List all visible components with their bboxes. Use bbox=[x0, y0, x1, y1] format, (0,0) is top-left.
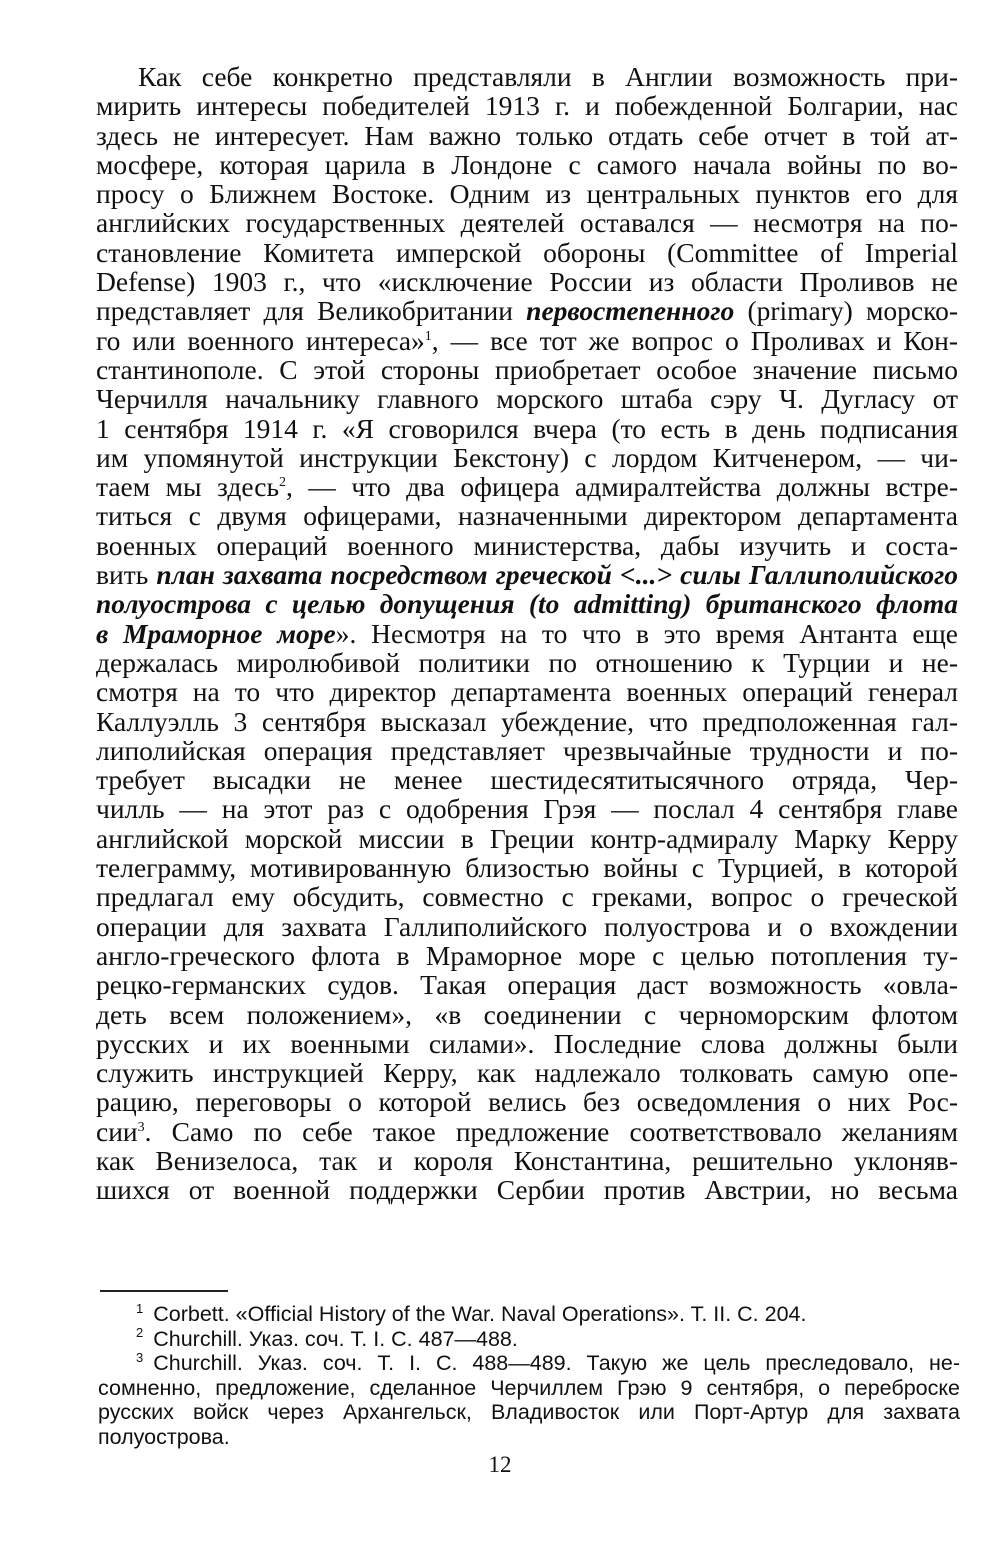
footnotes bbox=[98, 1302, 960, 1449]
text-line: смотря на то что директор департамента военных операций генерал bbox=[96, 676, 958, 708]
footnote-item bbox=[98, 1302, 960, 1327]
text-line: держалась миролюбивой политики по отношению к Турции и не- bbox=[96, 646, 958, 678]
footnote-text: Churchill. Указ. соч. T. I. C. 488—489. Такую же цель преследовало, не- bbox=[153, 1351, 960, 1375]
footnote-continuation: сомненно, предложение, сделанное Черчиллем Грэю 9 сентября, о переброске bbox=[98, 1375, 960, 1400]
text-line bbox=[96, 560, 958, 589]
footnote-ref: 1 bbox=[424, 328, 432, 344]
text-line: полуострова с целью допущения (to admitting) британского флота bbox=[96, 588, 958, 620]
text-line: Defense) 1903 г., что «исключение России из области Проливов не bbox=[96, 266, 958, 298]
text-segment: вить bbox=[96, 559, 149, 591]
text-line: Черчилля начальнику главного морского штаба сэру Ч. Дугласу от bbox=[96, 383, 958, 415]
text-line: служить инструкцией Керру, как надлежало толковать самую опе- bbox=[96, 1057, 958, 1089]
italic-term: первостепенного bbox=[526, 295, 735, 327]
text-line: рацию, переговоры о которой велись без осведомления о них Рос- bbox=[96, 1086, 958, 1118]
text-line: как Венизелоса, так и короля Константина, решительно уклоняв- bbox=[96, 1144, 958, 1176]
text-segment: ». Несмотря на то что в это время Антанта еще bbox=[335, 617, 958, 649]
text-line: шихся от военной поддержки Сербии против Австрии, но весьма bbox=[96, 1174, 958, 1206]
text-line: телеграмму, мотивированную близостью войны с Турцией, в которой bbox=[96, 852, 958, 884]
text-line: английских государственных деятелей оставался — несмотря на по- bbox=[96, 207, 958, 239]
text-line: становление Комитета имперской обороны (Committee of Imperial bbox=[96, 236, 958, 268]
text-segment: . Само по себе такое предложение соответствовало желаниям bbox=[144, 1115, 958, 1147]
footnote-ref: 3 bbox=[137, 1119, 145, 1135]
text-segment: , — все тот же вопрос о Проливах и Кон- bbox=[431, 324, 958, 356]
italic-quote: план захвата посредством греческой <...> силы Галлиполийского bbox=[156, 559, 958, 591]
text-line: мосфере, которая царила в Лондоне с самого начала войны по во- bbox=[96, 148, 958, 180]
page-number: 12 bbox=[488, 1452, 512, 1477]
footnote-continuation: русских войск через Архангельск, Владивосток или Порт-Артур для захвата bbox=[98, 1400, 960, 1424]
text-line: русских и их военными силами». Последние слова должны были bbox=[96, 1027, 958, 1059]
footnote-item bbox=[98, 1351, 960, 1376]
text-line bbox=[96, 472, 958, 501]
text-line: английской морской миссии в Греции контр-адмиралу Марку Керру bbox=[96, 822, 958, 854]
text-line: липолийская операция представляет чрезвычайные трудности и по- bbox=[96, 734, 958, 766]
text-line: военных операций военного министерства, дабы изучить и соста- bbox=[96, 529, 958, 561]
text-line: англо-греческого флота в Мраморное море с целью потопления ту- bbox=[96, 939, 958, 971]
text-line bbox=[96, 326, 958, 355]
text-line: требует высадки не менее шестидесятитысячного отряда, Чер- bbox=[96, 764, 958, 796]
text-line: просу о Ближнем Востоке. Одним из центральных пунктов его для bbox=[96, 178, 958, 210]
text-line: чилль — на этот раз с одобрения Грэя — послал 4 сентября главе bbox=[96, 793, 958, 825]
text-segment: го или военного интереса» bbox=[96, 324, 425, 356]
text-line: Каллуэлль 3 сентября высказал убеждение, что предположенная гал- bbox=[96, 705, 958, 737]
text-segment: представляет для Великобритании bbox=[96, 295, 513, 327]
footnote-ref: 2 bbox=[279, 475, 287, 490]
footnote-continuation: полуострова. bbox=[98, 1424, 230, 1449]
text-line: операции для захвата Галлиполийского полуострова и о вхождении bbox=[96, 910, 958, 942]
text-line: предлагал ему обсудить, совместно с греками, вопрос о греческой bbox=[96, 881, 958, 913]
text-line bbox=[96, 296, 958, 325]
text-line: деть всем положением», «в соединении с черноморским флотом bbox=[96, 998, 958, 1030]
text-segment: (primary) морско- bbox=[747, 295, 959, 327]
text-line: стантинополе. С этой стороны приобретает особое значение письмо bbox=[96, 353, 958, 385]
italic-quote: в Мраморное море bbox=[96, 617, 336, 649]
text-line: титься с двумя офицерами, назначенными директором департамента bbox=[96, 500, 958, 532]
text-line: здесь не интересует. Нам важно только отдать себе отчет в той ат- bbox=[96, 119, 958, 151]
text-segment: сии bbox=[96, 1115, 138, 1147]
text-line: им упомянутой инструкции Бекстону) с лордом Китченером, — чи- bbox=[96, 441, 958, 473]
text-segment: , — что два офицера адмиралтейства должны встре- bbox=[286, 471, 958, 503]
footnote-text: Corbett. «Official History of the War. Naval Operations». T. II. C. 204. bbox=[153, 1302, 807, 1326]
text-line: рецко-германских судов. Такая операция даст возможность «овла- bbox=[96, 969, 958, 1001]
footnote-divider bbox=[100, 1290, 228, 1292]
footnote-mark: 2 bbox=[136, 1325, 144, 1341]
text-segment: таем мы здесь bbox=[96, 471, 280, 503]
text-line bbox=[96, 619, 958, 648]
footnote-item bbox=[98, 1327, 960, 1352]
text-line: 1 сентября 1914 г. «Я сговорился вчера (то есть в день подписания bbox=[96, 412, 958, 444]
footnote-mark: 3 bbox=[136, 1349, 144, 1365]
main-text bbox=[96, 62, 958, 1205]
footnote-text: Churchill. Указ. соч. T. I. C. 487—488. bbox=[153, 1326, 518, 1351]
text-line bbox=[96, 1117, 958, 1146]
footnote-mark: 1 bbox=[136, 1300, 144, 1316]
text-line: Как себе конкретно представляли в Англии возможность при- bbox=[138, 61, 958, 92]
text-line: мирить интересы победителей 1913 г. и побежденной Болгарии, нас bbox=[96, 90, 958, 122]
